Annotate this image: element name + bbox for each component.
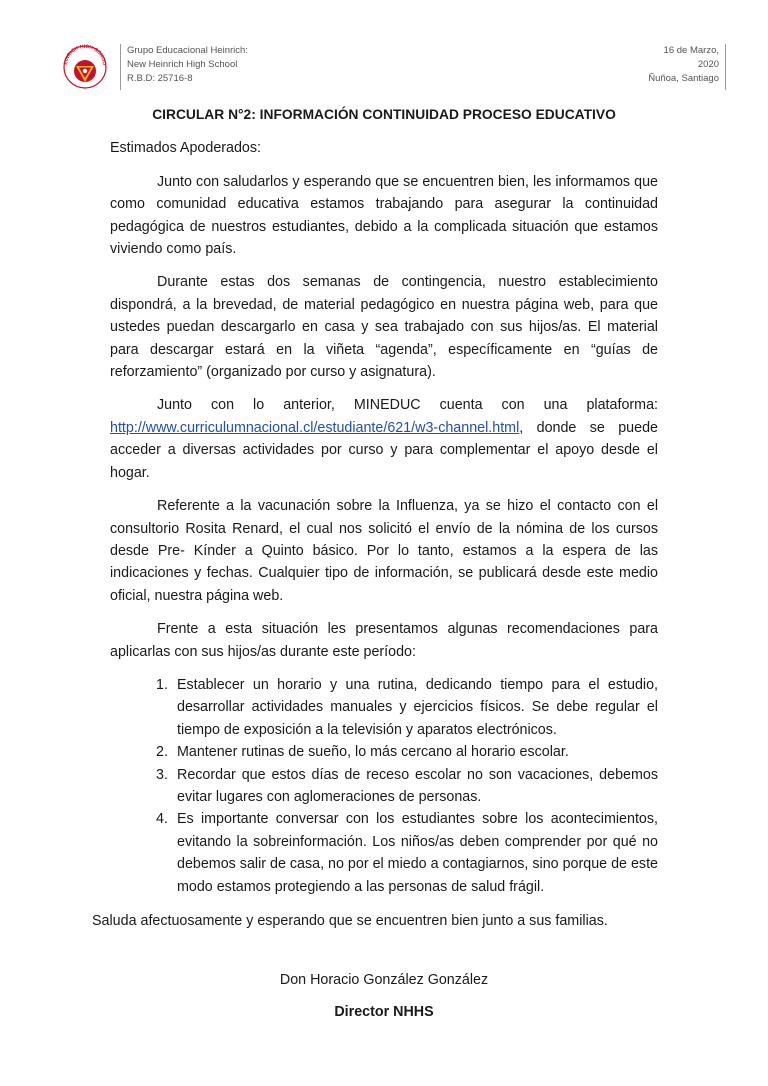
signature-name: Don Horacio González González xyxy=(279,972,489,989)
school-info xyxy=(120,44,248,90)
paragraph-mineduc xyxy=(110,394,658,484)
signature-title: Director NHHS xyxy=(334,1003,434,1020)
list-item-text: Recordar que estos días de receso escolar no son vacaciones, debemos evitar lugares con aglomeraciones de personas. xyxy=(177,766,658,805)
list-item-text: Es importante conversar con los estudiantes sobre los acontecimientos, evitando la sobreinformación. Los niños/as deben comprender por qué no debemos salir de casa, no por el miedo a contagiarnos, sino porque de este modo estamos protegiendo a las personas de salud frágil. xyxy=(177,811,658,895)
list-item-number: 2. xyxy=(156,744,168,761)
list-item-number: 3. xyxy=(156,766,168,783)
letterhead xyxy=(60,44,726,90)
greeting: Estimados Apoderados: xyxy=(110,140,262,157)
date-day-month: 16 de Marzo, xyxy=(663,45,719,56)
closing-line: Saluda afectuosamente y esperando que se encuentren bien junto a sus familias. xyxy=(92,913,608,929)
school-rbd: R.B.D: 25716-8 xyxy=(127,73,193,84)
mineduc-text-after: , donde se puede acceder a diversas actividades por curso y para complementar el apoyo desde el hogar. xyxy=(110,419,658,481)
paragraph-vaccination: Referente a la vacunación sobre la Influenza, ya se hizo el contacto con el consultorio Rosita Renard, el cual nos solicitó el envío de la nómina de los cursos desde Pre- Kínder a Quinto básico. Por lo tanto, estamos a la espera de las indicaciones y fechas. Cualquier tipo de información, se publicará desde este medio oficial, nuestra página web. xyxy=(110,498,658,604)
list-item-number: 1. xyxy=(156,676,168,693)
paragraph-intro: Junto con saludarlos y esperando que se encuentren bien, les informamos que como comunidad educativa estamos trabajando para asegurar la continuidad pedagógica de nuestros estudiantes, debido a la complicada situación que estamos viviendo como país. xyxy=(110,173,658,258)
list-item xyxy=(110,808,658,898)
curriculum-link[interactable]: http://www.curriculumnacional.cl/estudiante/621/w3-channel.html xyxy=(110,419,520,436)
school-logo xyxy=(60,44,110,90)
list-item xyxy=(110,674,658,741)
list-item xyxy=(110,741,658,763)
list-item-number: 4. xyxy=(156,811,168,828)
logo-text: EINRICH HIGH SCHOO xyxy=(63,44,108,66)
school-name: New Heinrich High School xyxy=(127,59,238,70)
list-item xyxy=(110,764,658,809)
list-item-text: Establecer un horario y una rutina, dedicando tiempo para el estudio, desarrollar actividades manuales y ejercicios físicos. Se debe regular el tiempo de exposición a la televisión y aparatos electrónicos. xyxy=(177,676,658,738)
school-group-name: Grupo Educacional Heinrich: xyxy=(127,45,248,56)
recommendations-list xyxy=(110,674,658,898)
date-location xyxy=(648,44,726,90)
location: Ñuñoa, Santiago xyxy=(648,73,719,84)
letter-body xyxy=(92,100,658,1023)
circular-title: CIRCULAR N°2: INFORMACIÓN CONTINUIDAD PROCESO EDUCATIVO xyxy=(152,107,616,122)
date-year: 2020 xyxy=(697,59,719,70)
mineduc-text: Junto con lo anterior, MINEDUC cuenta con una plataforma: xyxy=(157,397,658,414)
paragraph-recommendations-intro: Frente a esta situación les presentamos algunas recomendaciones para aplicarlas con sus hijos/as durante este período: xyxy=(110,621,658,660)
list-item-text: Mantener rutinas de sueño, lo más cercano al horario escolar. xyxy=(177,744,569,761)
paragraph-materials: Durante estas dos semanas de contingencia, nuestro establecimiento dispondrá, a la brevedad, de material pedagógico en nuestra página web, para que ustedes puedan descargarlo en casa y sea trabajado con sus hijos/as. El material para descargar estará en la viñeta “agenda”, específicamente en “guías de reforzamiento” (organizado por curso y asignatura). xyxy=(110,274,658,381)
